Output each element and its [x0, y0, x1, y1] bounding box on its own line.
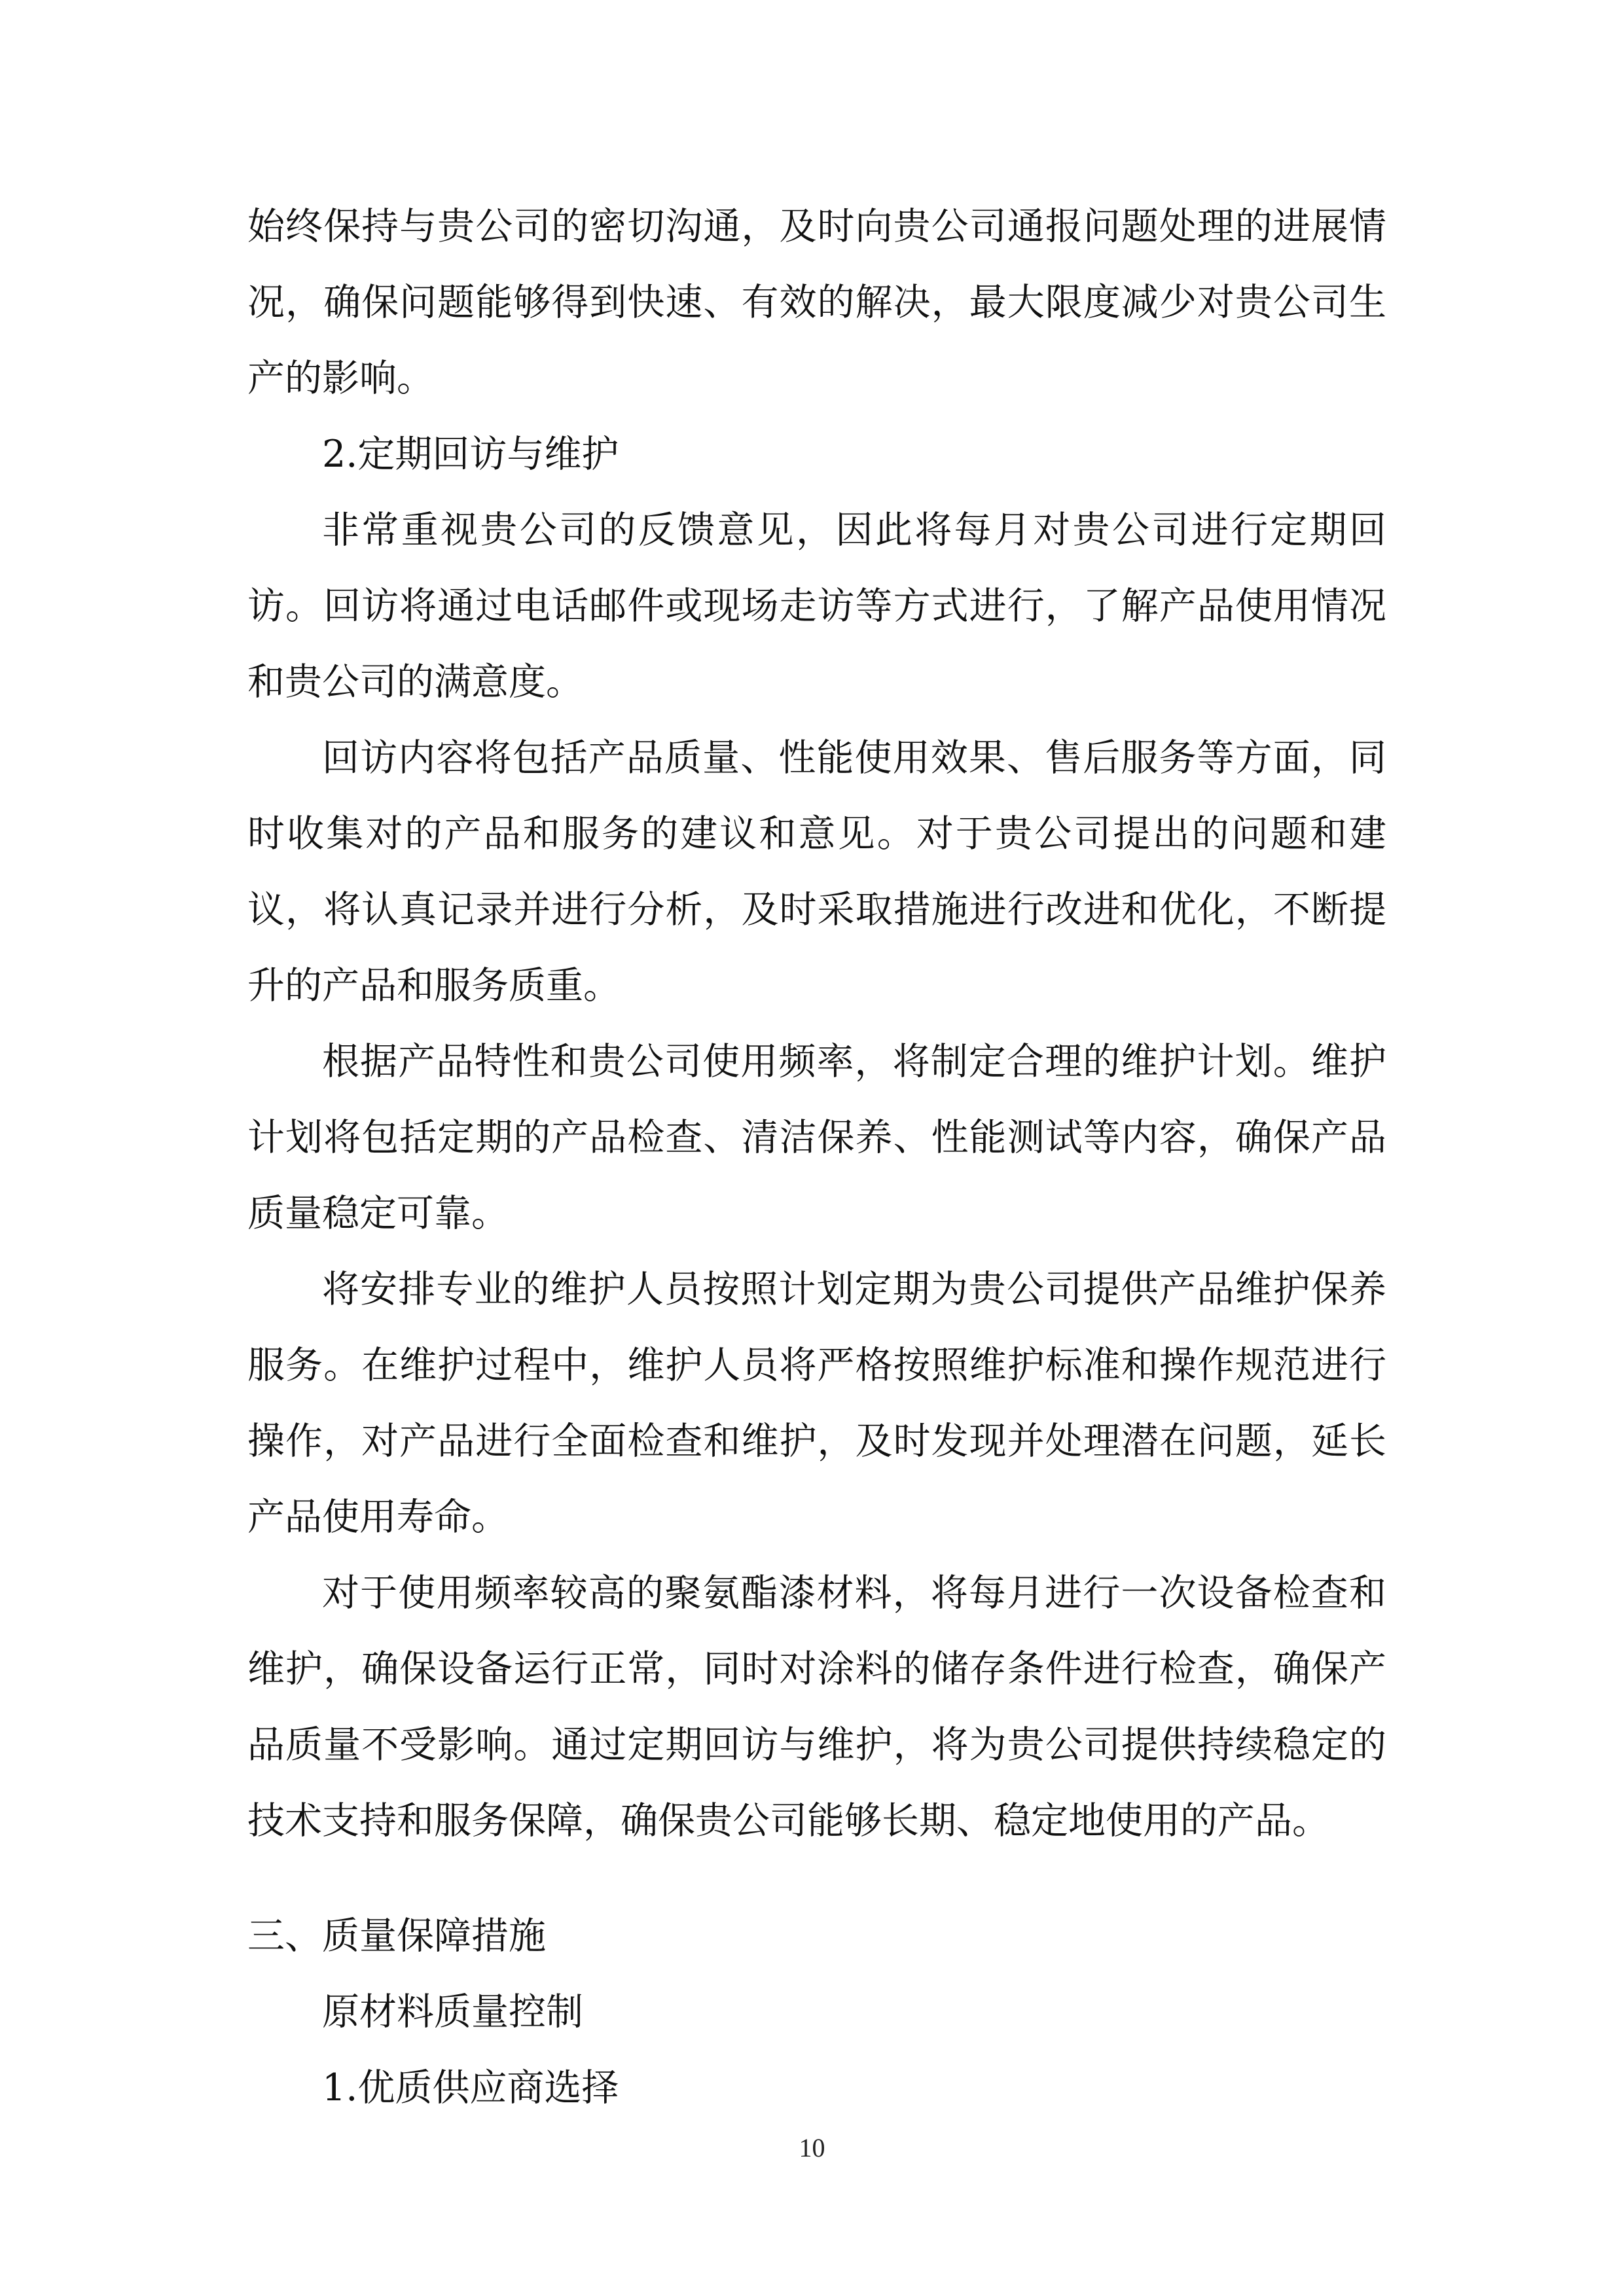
body-paragraph: 回访内容将包括产品质量、性能使用效果、售后服务等方面，同时收集对的产品和服务的建议和意见。对于贵公司提出的问题和建议，将认真记录并进行分析，及时采取措施进行改进和优化，不断提升的产品和服务质重。 [247, 736, 1386, 1007]
subsection-heading: 原材料质量控制 [322, 1990, 583, 2034]
body-paragraph: 将安排专业的维护人员按照计划定期为贵公司提供产品维护保养服务。在维护过程中，维护人员将严格按照维护标准和操作规范进行操作，对产品进行全面检查和维护，及时发现并处理潜在问题，延长产品使用寿命。 [247, 1268, 1386, 1539]
body-paragraph: 非常重视贵公司的反馈意见，因此将每月对贵公司进行定期回访。回访将通过电话邮件或现场走访等方式进行，了解产品使用情况和贵公司的满意度。 [247, 509, 1386, 704]
body-paragraph: 对于使用频率较高的聚氨酯漆材料，将每月进行一次设备检查和维护，确保设备运行正常，同时对涂料的储存条件进行检查，确保产品质量不受影响。通过定期回访与维护，将为贵公司提供持续稳定的技术支持和服务保障，确保贵公司能够长期、稳定地使用的产品。 [247, 1571, 1386, 1842]
body-paragraph: 根据产品特性和贵公司使用频率，将制定合理的维护计划。维护计划将包括定期的产品检查、清洁保养、性能测试等内容，确保产品质量稳定可靠。 [247, 1040, 1386, 1235]
body-paragraph: 始终保持与贵公司的密切沟通，及时向贵公司通报问题处理的进展情况，确保问题能够得到快速、有效的解决，最大限度减少对贵公司生产的影响。 [247, 205, 1386, 400]
section-heading: 三、质量保障措施 [247, 1914, 546, 1958]
subsection-heading: 2.定期回访与维护 [322, 433, 619, 476]
page-number: 10 [799, 2133, 825, 2162]
subsection-heading: 1.优质供应商选择 [322, 2066, 619, 2109]
document-body [247, 188, 1386, 2126]
